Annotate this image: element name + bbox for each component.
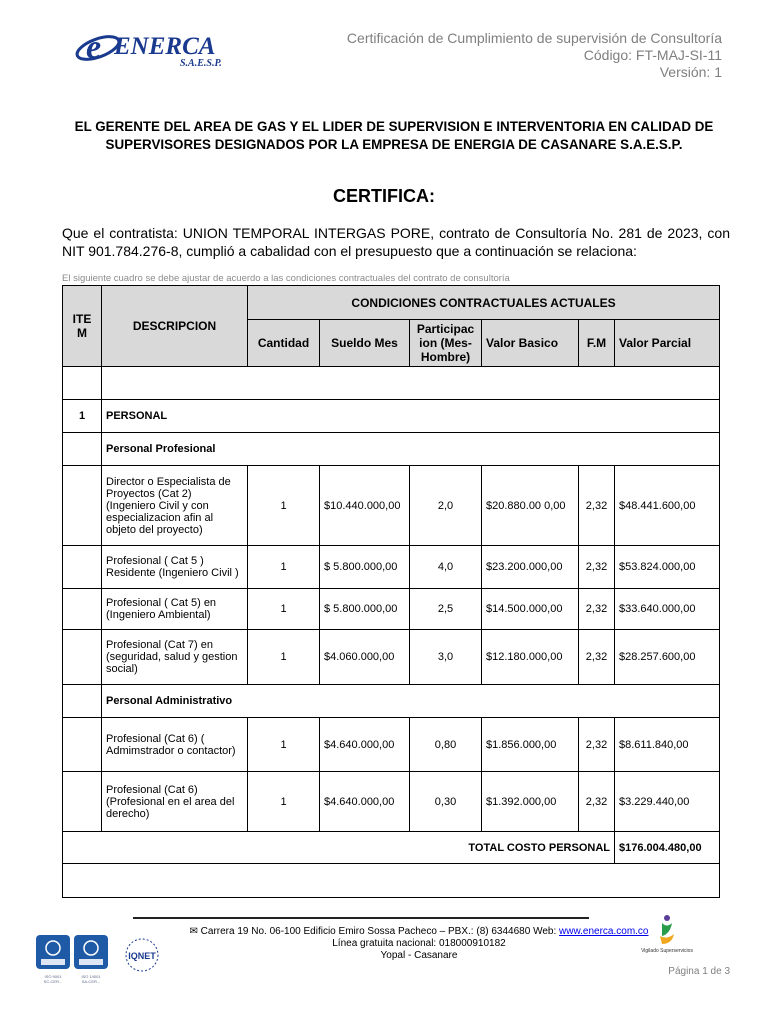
table-row [63, 546, 720, 589]
col-fm-header: F.M [579, 320, 615, 367]
row-fm: 2,32 [579, 546, 615, 589]
col-sueldo-header: Sueldo Mes [320, 320, 410, 367]
logo-sub: S.A.E.S.P. [180, 58, 222, 69]
row-parcial: $8.611.840,00 [615, 718, 720, 772]
row-basico: $12.180.000,00 [482, 630, 579, 685]
table-row [63, 718, 720, 772]
enerca-logo-mark [72, 24, 242, 74]
heading-line2: SUPERVISORES DESIGNADOS POR LA EMPRESA DE ENERGIA DE CASANARE S.A.E.S.P. [105, 137, 683, 152]
col-item-header: ITE M [63, 286, 102, 367]
row-parcial: $28.257.600,00 [615, 630, 720, 685]
table-row [63, 589, 720, 630]
icontec-badge-1 [36, 935, 70, 984]
col-valor-parcial-header: Valor Parcial [615, 320, 720, 367]
doc-version: Versión: 1 [659, 64, 722, 80]
conditions-table [62, 285, 720, 898]
certifica-title: CERTIFICA: [333, 186, 435, 206]
row-cantidad: 1 [248, 546, 320, 589]
badge1-sub: SC-CER... [43, 979, 63, 984]
col-cantidad-header: Cantidad [248, 320, 320, 367]
row-particip: 3,0 [410, 630, 482, 685]
subsection-row [63, 685, 720, 718]
section-number: 1 [63, 400, 102, 433]
row-sueldo: $4.640.000,00 [320, 772, 410, 832]
row-parcial: $33.640.000,00 [615, 589, 720, 630]
page-number: Página 1 de 3 [668, 966, 730, 977]
heading [60, 118, 728, 154]
row-basico: $14.500.000,00 [482, 589, 579, 630]
empty-row [63, 367, 720, 400]
col-desc-header: DESCRIPCION [102, 286, 248, 367]
section-row [63, 400, 720, 433]
row-basico: $1.392.000,00 [482, 772, 579, 832]
badge2-sub: SA-CER... [81, 979, 101, 984]
row-fm: 2,32 [579, 589, 615, 630]
mail-icon: ✉ [189, 926, 198, 937]
icontec-icon [74, 935, 108, 969]
row-desc: Profesional ( Cat 5 ) Residente (Ingeniero Civil ) [102, 546, 248, 589]
footer-address: Carrera 19 No. 06-100 Edificio Emiro Sossa Pacheco – PBX.: (8) 6344680 Web: [200, 926, 560, 937]
empty-row [63, 864, 720, 898]
subsection-row [63, 433, 720, 466]
table-row [63, 630, 720, 685]
row-fm: 2,32 [579, 630, 615, 685]
website-link[interactable]: www.enerca.com.co [559, 926, 649, 937]
row-sueldo: $10.440.000,00 [320, 466, 410, 546]
superservicios-icon [641, 912, 693, 958]
col-valor-basico-header: Valor Basico [482, 320, 579, 367]
iqnet-text: IQNET [128, 951, 156, 961]
svg-text:e: e [86, 29, 102, 66]
row-basico: $1.856.000,00 [482, 718, 579, 772]
table-row [63, 772, 720, 832]
footer-city: Yopal - Casanare [380, 950, 458, 961]
iqnet-icon [120, 937, 164, 977]
table-row [63, 466, 720, 546]
row-parcial: $48.441.600,00 [615, 466, 720, 546]
row-fm: 2,32 [579, 466, 615, 546]
row-particip: 2,0 [410, 466, 482, 546]
vigilado-logo [641, 912, 693, 958]
row-sueldo: $ 5.800.000,00 [320, 546, 410, 589]
logo-text: ENERCA [114, 33, 216, 60]
row-particip: 0,80 [410, 718, 482, 772]
row-basico: $20.880.00 0,00 [482, 466, 579, 546]
icontec-badge-2 [74, 935, 108, 984]
document-header [347, 30, 722, 81]
row-cantidad: 1 [248, 772, 320, 832]
row-desc: Profesional (Cat 6) ( Admimstrador o contactor) [102, 718, 248, 772]
total-row [63, 832, 720, 864]
row-particip: 4,0 [410, 546, 482, 589]
footer-phone: Línea gratuita nacional: 018000910182 [332, 938, 506, 949]
subsection-professional: Personal Profesional [102, 433, 720, 466]
row-desc: Director o Especialista de Proyectos (Cat 2) (Ingeniero Civil y con especializacion afin al objeto del proyecto) [102, 466, 248, 546]
badge2-caption: ISO 14001 [81, 974, 101, 979]
row-cantidad: 1 [248, 630, 320, 685]
heading-line1: EL GERENTE DEL AREA DE GAS Y EL LIDER DE SUPERVISION E INTERVENTORIA EN CALIDAD DE [74, 119, 714, 134]
footer-divider [133, 917, 589, 919]
footer-contact [150, 926, 688, 962]
subsection-admin: Personal Administrativo [102, 685, 720, 718]
row-fm: 2,32 [579, 772, 615, 832]
iqnet-logo [120, 937, 164, 977]
group-header: CONDICIONES CONTRACTUALES ACTUALES [248, 286, 720, 320]
row-particip: 2,5 [410, 589, 482, 630]
row-particip: 0,30 [410, 772, 482, 832]
row-sueldo: $4.640.000,00 [320, 718, 410, 772]
row-sueldo: $ 5.800.000,00 [320, 589, 410, 630]
badge1-caption: ISO 9001 [44, 974, 62, 979]
row-cantidad: 1 [248, 466, 320, 546]
icontec-icon [36, 935, 70, 969]
intro-paragraph: Que el contratista: UNION TEMPORAL INTERGAS PORE, contrato de Consultoría No. 281 de 2023, con NIT 901.784.276-8, cumplió a cabalidad con el presupuesto que a continuación se relaciona: [62, 225, 730, 259]
total-value: $176.004.480,00 [615, 832, 720, 864]
total-label: TOTAL COSTO PERSONAL [63, 832, 615, 864]
row-desc: Profesional (Cat 7) en (seguridad, salud y gestion social) [102, 630, 248, 685]
vigilado-text: Vigilado Superservicios [641, 948, 693, 954]
row-cantidad: 1 [248, 589, 320, 630]
row-parcial: $53.824.000,00 [615, 546, 720, 589]
doc-code: Código: FT-MAJ-SI-11 [583, 47, 722, 63]
col-particip-header: Participac ion (Mes-Hombre) [410, 320, 482, 367]
row-desc: Profesional (Cat 6) (Profesional en el area del derecho) [102, 772, 248, 832]
enerca-logo [72, 24, 242, 74]
row-cantidad: 1 [248, 718, 320, 772]
row-sueldo: $4.060.000,00 [320, 630, 410, 685]
row-parcial: $3.229.440,00 [615, 772, 720, 832]
doc-title: Certificación de Cumplimiento de supervisión de Consultoría [346, 30, 722, 46]
table-note: El siguiente cuadro se debe ajustar de acuerdo a las condiciones contractuales del contrato de consultoría [62, 273, 510, 284]
row-fm: 2,32 [579, 718, 615, 772]
section-label: PERSONAL [102, 400, 720, 433]
row-basico: $23.200.000,00 [482, 546, 579, 589]
row-desc: Profesional ( Cat 5) en (Ingeniero Ambiental) [102, 589, 248, 630]
